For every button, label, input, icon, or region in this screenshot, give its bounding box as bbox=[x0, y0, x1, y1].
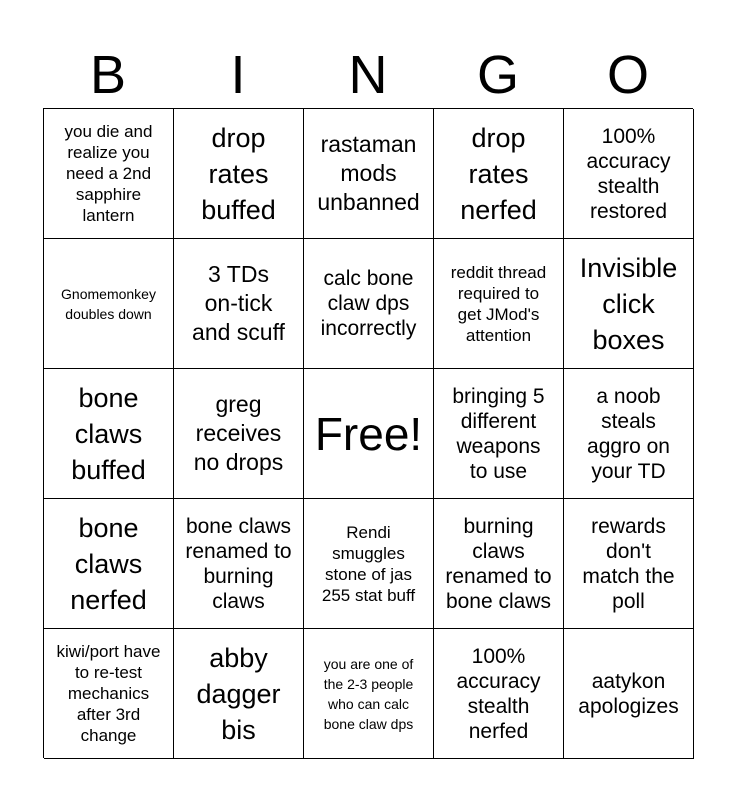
bingo-cell-r3c1[interactable] bbox=[44, 369, 174, 499]
bingo-cell-r5c3[interactable] bbox=[304, 629, 434, 759]
bingo-cell-r5c4[interactable] bbox=[434, 629, 564, 759]
bingo-cell-text: kiwi/port have to re-test mechanics after 3rd change bbox=[56, 642, 161, 745]
bingo-cell-text: drop rates nerfed bbox=[460, 122, 537, 225]
bingo-cell-text: burning claws renamed to bone claws bbox=[445, 514, 552, 613]
bingo-cell-r1c4[interactable] bbox=[434, 109, 564, 239]
bingo-cell-r4c4[interactable] bbox=[434, 499, 564, 629]
bingo-cell-r4c2[interactable] bbox=[174, 499, 304, 629]
bingo-cell-r2c5[interactable] bbox=[564, 239, 694, 369]
bingo-cell-text: Invisible click boxes bbox=[579, 252, 678, 355]
bingo-cell-r5c2[interactable] bbox=[174, 629, 304, 759]
bingo-cell-text: 100% accuracy stealth nerfed bbox=[456, 644, 541, 743]
bingo-cell-r1c5[interactable] bbox=[564, 109, 694, 239]
bingo-cell-r4c1[interactable] bbox=[44, 499, 174, 629]
bingo-cell-text: bone claws nerfed bbox=[70, 512, 147, 615]
bingo-cell-r3c4[interactable] bbox=[434, 369, 564, 499]
bingo-cell-r1c3[interactable] bbox=[304, 109, 434, 239]
bingo-cell-text: calc bone claw dps incorrectly bbox=[320, 267, 417, 340]
bingo-cell-text: Rendi smuggles stone of jas 255 stat buff bbox=[321, 522, 416, 605]
bingo-cell-r2c2[interactable] bbox=[174, 239, 304, 369]
bingo-cell-text: aatykon apologizes bbox=[578, 669, 679, 718]
bingo-cell-text: a noob steals aggro on your TD bbox=[587, 384, 670, 483]
bingo-cell-text: abby dagger bis bbox=[196, 642, 281, 745]
header-letter-o: O bbox=[606, 45, 649, 105]
header-letter-n: N bbox=[348, 45, 388, 105]
bingo-cell-text: you are one of the 2-3 people who can calc bone claw dps bbox=[323, 655, 414, 732]
bingo-cell-text: reddit thread required to get JMod's attention bbox=[450, 262, 547, 345]
bingo-cell-r1c1[interactable] bbox=[44, 109, 174, 239]
bingo-cell-r2c1[interactable] bbox=[44, 239, 174, 369]
bingo-cell-r4c5[interactable] bbox=[564, 499, 694, 629]
bingo-cell-text: bone claws buffed bbox=[71, 382, 146, 485]
bingo-cell-text: 100% accuracy stealth restored bbox=[586, 124, 671, 223]
bingo-cell-text: bone claws renamed to burning claws bbox=[185, 514, 292, 613]
bingo-cell-free[interactable] bbox=[304, 369, 434, 499]
bingo-cell-text: you die and realize you need a 2nd sapphire lantern bbox=[64, 122, 153, 225]
bingo-cell-text: drop rates buffed bbox=[201, 122, 276, 225]
bingo-cell-r5c1[interactable] bbox=[44, 629, 174, 759]
bingo-board bbox=[43, 108, 693, 758]
bingo-cell-text: Gnomemonkey doubles down bbox=[61, 285, 156, 322]
bingo-cell-r1c2[interactable] bbox=[174, 109, 304, 239]
bingo-cell-text: bringing 5 different weapons to use bbox=[452, 384, 545, 483]
bingo-cell-text: greg receives no drops bbox=[193, 391, 284, 475]
bingo-cell-text: rastaman mods unbanned bbox=[317, 131, 420, 215]
bingo-cell-r2c3[interactable] bbox=[304, 239, 434, 369]
bingo-cell-r3c2[interactable] bbox=[174, 369, 304, 499]
bingo-cell-text: 3 TDs on-tick and scuff bbox=[192, 261, 285, 345]
bingo-cell-r2c4[interactable] bbox=[434, 239, 564, 369]
bingo-cell-r5c5[interactable] bbox=[564, 629, 694, 759]
header-letter-g: G bbox=[476, 45, 519, 105]
free-space-text: Free! bbox=[314, 407, 423, 460]
bingo-header bbox=[43, 42, 693, 108]
header-letter-b: B bbox=[89, 45, 127, 105]
bingo-cell-r3c5[interactable] bbox=[564, 369, 694, 499]
bingo-cell-text: rewards don't match the poll bbox=[582, 514, 675, 613]
header-letter-i: I bbox=[230, 45, 246, 105]
bingo-cell-r4c3[interactable] bbox=[304, 499, 434, 629]
